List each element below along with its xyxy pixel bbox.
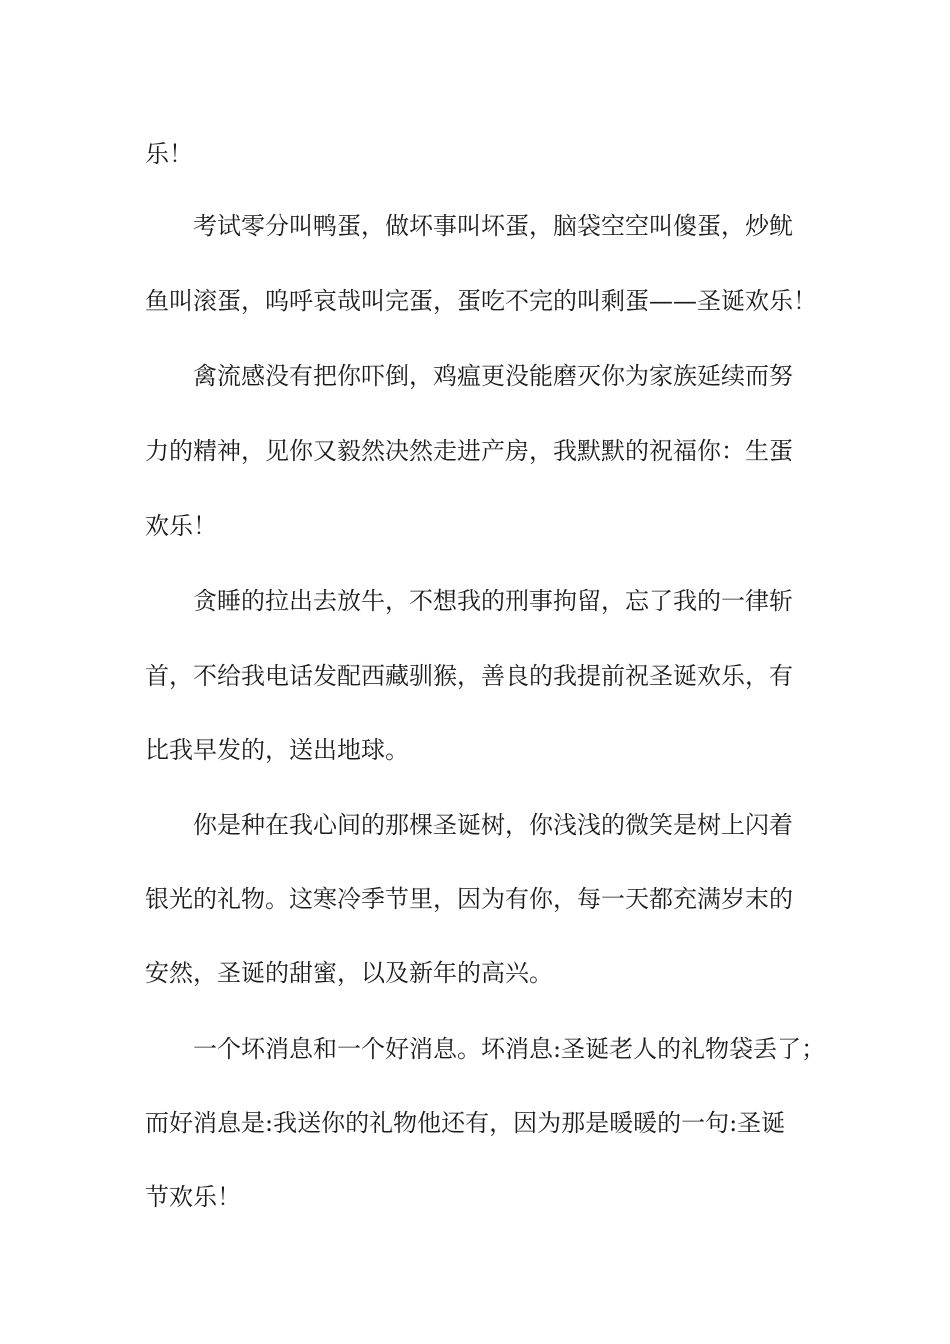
paragraph-3-line-2: 力的精神，见你又毅然决然走进产房，我默默的祝福你：生蛋 — [145, 437, 793, 465]
paragraph-6-line-1: 一个坏消息和一个好消息。坏消息:圣诞老人的礼物袋丢了； — [193, 1035, 826, 1063]
paragraph-5-line-2: 银光的礼物。这寒冷季节里，因为有你，每一天都充满岁末的 — [145, 885, 793, 913]
paragraph-3-line-1: 禽流感没有把你吓倒，鸡瘟更没能磨灭你为家族延续而努 — [193, 362, 793, 390]
paragraph-6-line-3: 节欢乐！ — [145, 1183, 241, 1211]
paragraph-2-line-1: 考试零分叫鸭蛋，做坏事叫坏蛋，脑袋空空叫傻蛋，炒鱿 — [193, 212, 793, 240]
paragraph-2-line-2: 鱼叫滚蛋，呜呼哀哉叫完蛋，蛋吃不完的叫剩蛋——圣诞欢乐！ — [145, 287, 817, 315]
paragraph-6-line-2: 而好消息是:我送你的礼物他还有，因为那是暖暖的一句:圣诞 — [145, 1109, 786, 1137]
paragraph-1-line-1: 乐！ — [145, 140, 193, 168]
paragraph-5-line-3: 安然，圣诞的甜蜜，以及新年的高兴。 — [145, 959, 553, 987]
paragraph-4-line-2: 首，不给我电话发配西藏驯猴，善良的我提前祝圣诞欢乐，有 — [145, 662, 793, 690]
paragraph-4-line-3: 比我早发的，送出地球。 — [145, 736, 409, 764]
paragraph-5-line-1: 你是种在我心间的那棵圣诞树，你浅浅的微笑是树上闪着 — [193, 811, 793, 839]
paragraph-3-line-3: 欢乐！ — [145, 512, 217, 540]
paragraph-4-line-1: 贪睡的拉出去放牛，不想我的刑事拘留，忘了我的一律斩 — [193, 587, 793, 615]
